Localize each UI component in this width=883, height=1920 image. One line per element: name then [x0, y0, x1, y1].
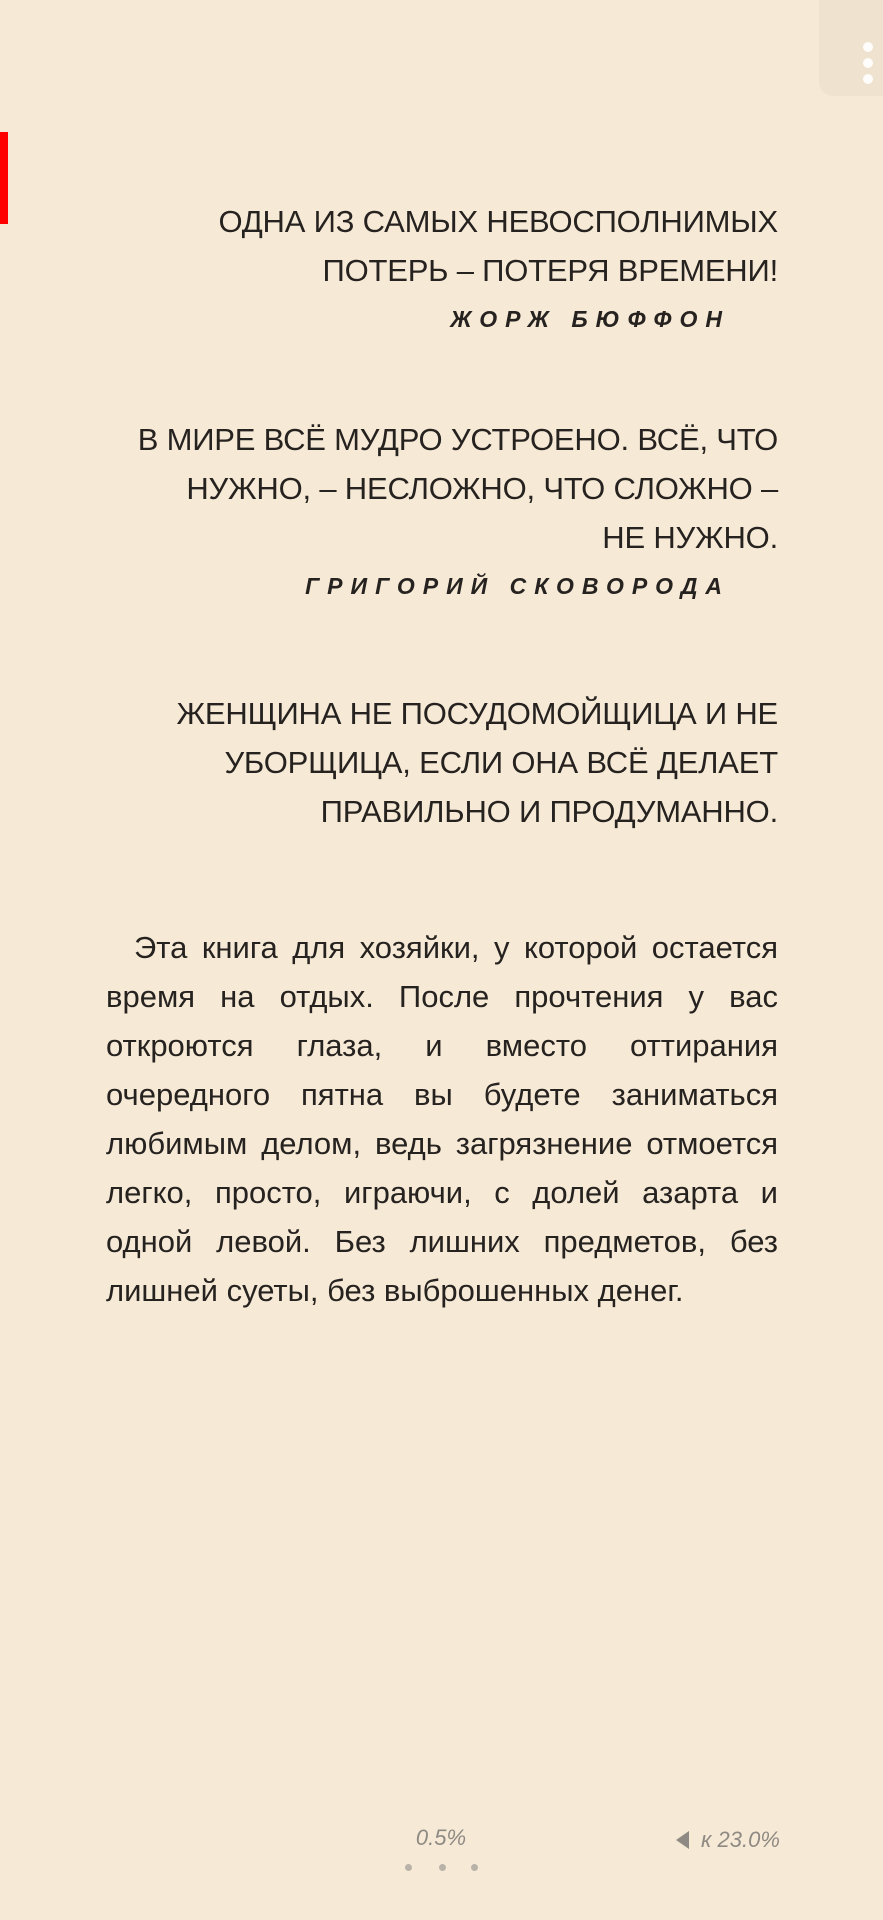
- quote-line: НЕ НУЖНО.: [602, 520, 778, 555]
- back-arrow-icon: [676, 1831, 689, 1849]
- more-options-button[interactable]: [819, 0, 883, 96]
- bookmark-marker: [0, 132, 8, 224]
- quote-author: ГРИГОРИЙ СКОВОРОДА: [305, 573, 730, 599]
- more-vertical-icon-dot: [863, 74, 873, 84]
- more-vertical-icon-dot: [863, 58, 873, 68]
- quote-line: В МИРЕ ВСЁ МУДРО УСТРОЕНО. ВСЁ, ЧТО: [137, 422, 778, 457]
- page-dot: [439, 1864, 446, 1871]
- quote-line: УБОРЩИЦА, ЕСЛИ ОНА ВСЁ ДЕЛАЕТ: [224, 745, 778, 780]
- back-to-position-label: к 23.0%: [701, 1827, 780, 1852]
- page-dot: [471, 1864, 478, 1871]
- quote-author: ЖОРЖ БЮФФОН: [450, 306, 730, 332]
- epigraph-quote: [106, 689, 778, 836]
- quote-line: ПОТЕРЬ – ПОТЕРЯ ВРЕМЕНИ!: [322, 253, 778, 288]
- intro-paragraph: Эта книга для хозяйки, у которой остается время на отдых. После прочтения у вас откроются глаза, и вместо оттирания очередного пятна вы будете заниматься любимым делом, ведь загрязнение отмоется легко, просто, играючи, с долей азарта и одной левой. Без лишних предметов, без лишней суеты, без выброшенных денег.: [106, 930, 778, 1308]
- epigraph-quote: [106, 197, 778, 295]
- reader-footer: [0, 1820, 883, 1880]
- more-vertical-icon: [863, 42, 873, 52]
- quote-line: НУЖНО, – НЕСЛОЖНО, ЧТО СЛОЖНО –: [186, 471, 778, 506]
- quote-line: ЖЕНЩИНА НЕ ПОСУДОМОЙЩИЦА И НЕ: [176, 696, 778, 731]
- quote-line: ОДНА ИЗ САМЫХ НЕВОСПОЛНИМЫХ: [218, 204, 778, 239]
- epigraph-quote: [106, 415, 778, 562]
- quote-line: ПРАВИЛЬНО И ПРОДУМАННО.: [320, 794, 778, 829]
- back-to-position-button[interactable]: [676, 1827, 780, 1853]
- reader-page: [106, 197, 778, 1346]
- page-indicator: [404, 1864, 480, 1874]
- reading-progress: 0.5%: [415, 1825, 467, 1850]
- page-dot: [405, 1864, 412, 1871]
